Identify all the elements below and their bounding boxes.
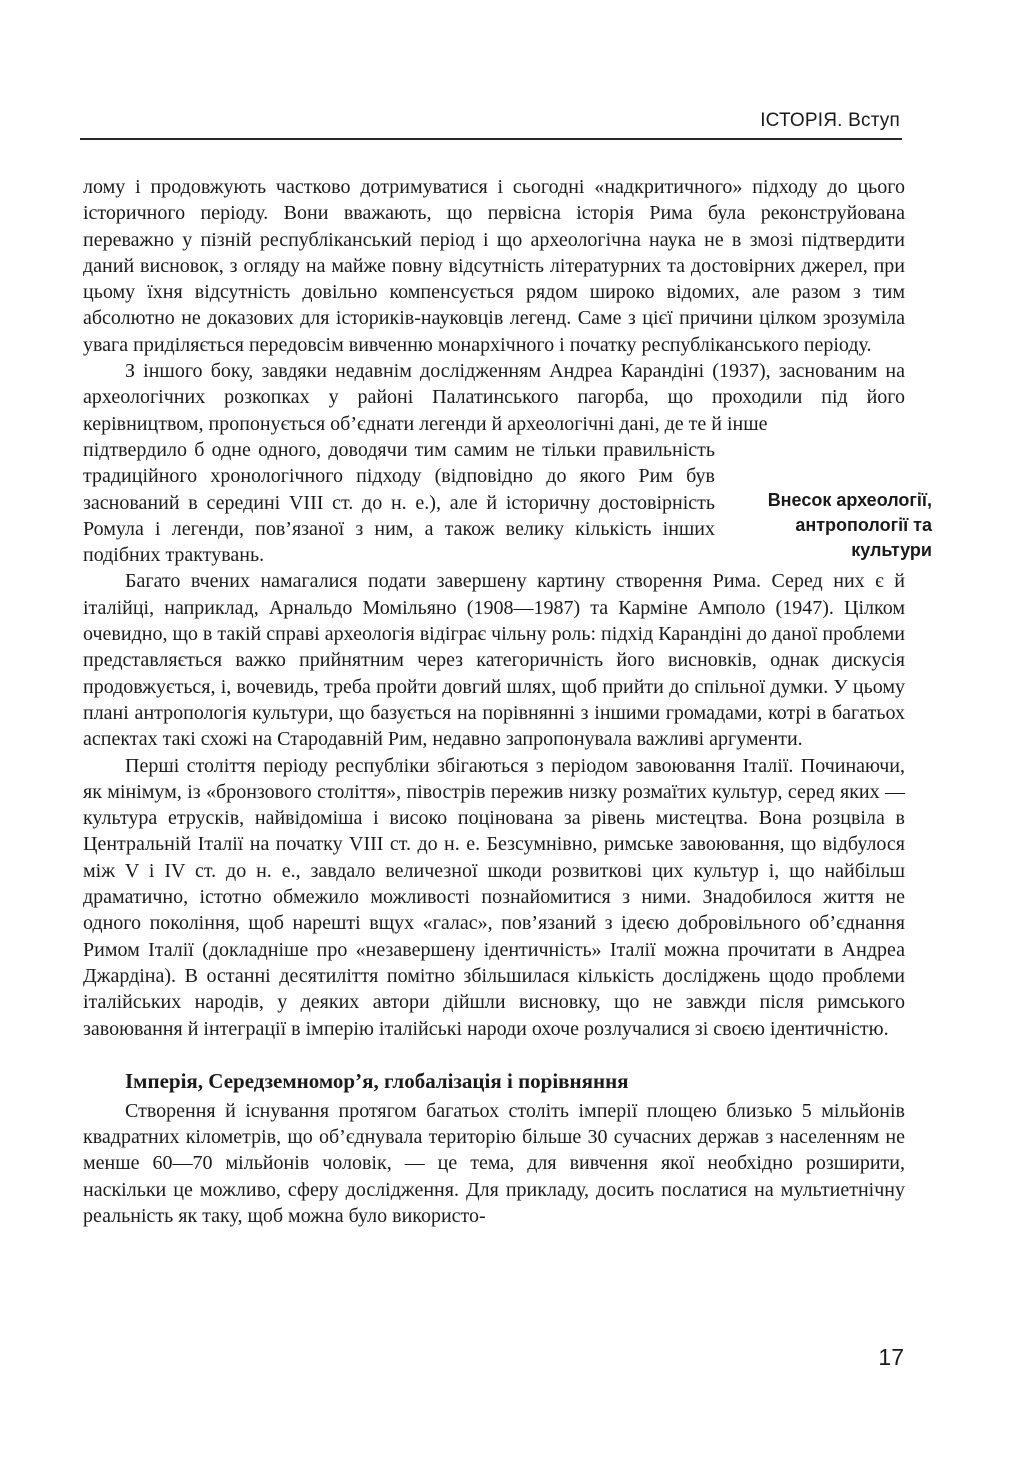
paragraph-2-intro: З іншого боку, завдяки недавнім дослідженням Андреа Карандіні (1937), заснованим на археологічних розкопках у районі Палатинського пагорба, що проходили під його керівництвом, пропонується об’єднати легенди й археологічні дані, де те й інше bbox=[83, 360, 905, 435]
margin-note bbox=[740, 488, 932, 563]
margin-note-line-2: антропології та bbox=[795, 515, 932, 535]
paragraph-4: Перші століття періоду республіки збігаються з періодом завоювання Італії. Починаючи, як мінімум, із «бронзового століття», півострів пережив низку розмаїтих культур, серед яких — культура етрусків, найвідоміша і високо поцінована за рівень мистецтва. Вона розцвіла в Центральній Італії на початку VIII ст. до н. е. Безсумнівно, римське завоювання, що відбулося між V і IV ст. до н. е., завдало величезної шкоди розвиткові цих культур і, що найбільш драматично, істотно обмежило можливості познайомитися з ними. Знадобилося життя не одного покоління, щоб нарешті вщух «галас», пов’язаний з ідеєю добровільного об’єднання Римом Італії (докладніше про «незавершену ідентичність» Італії можна прочитати в Андреа Джардіна). В останні десятиліття помітно збільшилася кількість досліджень щодо проблеми італійських народів, у деяких автори дійшли висновку, що не завжди після римського завоювання й інтеграції в імперію італійські народи охоче розлучалися зі своєю ідентичністю. bbox=[83, 754, 905, 1040]
margin-note-line-1: Внесок археології, bbox=[767, 490, 932, 510]
margin-note-line-3: культури bbox=[851, 540, 932, 560]
main-text bbox=[83, 174, 905, 1229]
running-title: ІСТОРІЯ. Вступ bbox=[760, 110, 900, 131]
page-number: 17 bbox=[878, 1344, 904, 1370]
paragraph-3: Багато вчених намагалися подати завершену картину створення Рима. Серед них є й італійці, наприклад, Арнальдо Момільяно (1908—1987) та Карміне Амполо (1947). Цілком очевидно, що в такій справі археологія відіграє чільну роль: підхід Карандіні до даної проблеми представляється важко прийнятним через категоричність його висновків, однак дискусія продовжується, і, вочевидь, треба пройти довгий шлях, щоб прийти до спільної думки. У цьому плані антропологія культури, що базується на порівнянні з іншими громадами, котрі в багатьох аспектах такі схожі на Стародавній Рим, недавно запропонувала важливі аргументи. bbox=[83, 570, 905, 751]
running-header bbox=[80, 106, 902, 140]
paragraph-1: лому і продовжують частково дотримуватися і сьогодні «надкритичного» підходу до цього історичного періоду. Вони вважають, що первісна історія Рима була реконструйована переважно у пізній республіканський період і що археологічна наука не в змозі підтвердити даний висновок, з огляду на майже повну відсутність літературних та достовірних джерел, при цьому їхня відсутність довільно компенсується рядом широко відомих, але разом з тим абсолютно не доказових для істориків-науковців легенд. Саме з цієї причини цілком зрозуміла увага приділяється передовсім вивченню монархічного і початку республіканського періоду. bbox=[83, 176, 905, 356]
paragraph-5: Створення й існування протягом багатьох століть імперії площею близько 5 мільйонів квадратних кілометрів, що об’єднувала територію більше 30 сучасних держав з населенням не менше 60—70 мільйонів чоловік, — це тема, для вивчення якої необхідно розширити, наскільки це можливо, сферу дослідження. Для прикладу, досить послатися на мультиетнічну реальність як таку, щоб можна було використо- bbox=[83, 1099, 905, 1227]
paragraph-2-narrow: підтвердило б одне одного, доводячи тим самим не тільки правильність традиційного хронологічного підходу (відповідно до якого Рим був заснований в середині VIII ст. до н. е.), але й історичну достовірність Ромула і легенди, пов’язаної з ним, а також велику кількість інших подібних трактувань. bbox=[83, 438, 715, 567]
section-heading: Імперія, Середземномор’я, глобалізація і порівняння bbox=[125, 1068, 629, 1093]
